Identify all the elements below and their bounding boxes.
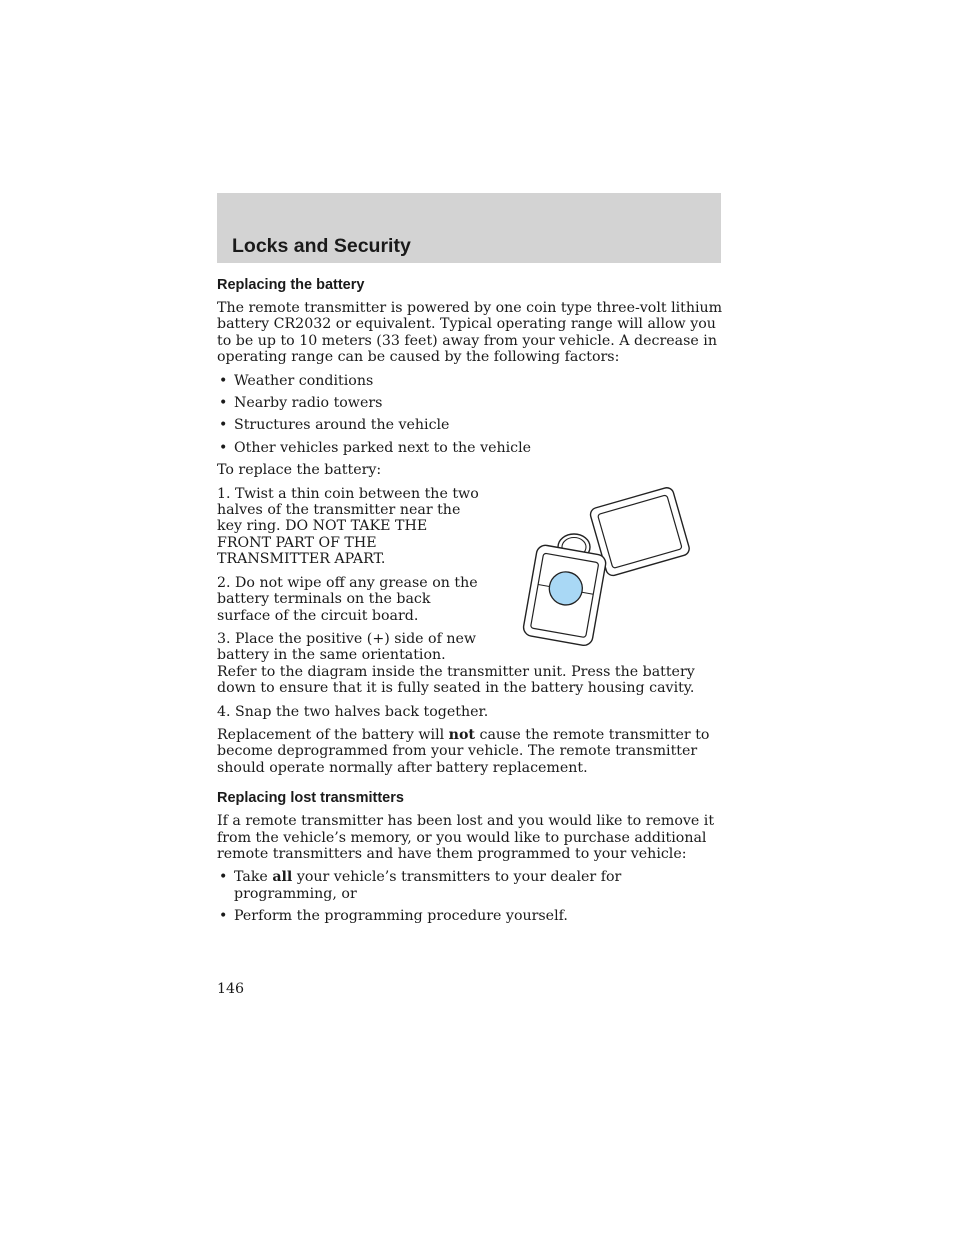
bullet-icon: •: [219, 372, 228, 389]
bullet-icon: •: [219, 417, 228, 434]
list-item: • Weather conditions: [219, 372, 374, 389]
step-3-first: 3. Place the positive (+) side of new battery in the same orientation.: [217, 630, 477, 664]
to-replace-label: To replace the battery:: [217, 462, 382, 479]
transmitter-battery-illustration: [516, 485, 692, 647]
page-number: 146: [217, 981, 245, 997]
programming-options-list: [217, 869, 723, 924]
list-item: • Take all your vehicle’s transmitters to your dealer for programming, or: [219, 869, 622, 902]
emphasis-not: not: [448, 726, 475, 743]
emphasis-all: all: [272, 869, 293, 886]
heading-replacing-battery: Replacing the battery: [217, 277, 365, 293]
bullet-icon: •: [219, 908, 228, 925]
step-3-rest: Refer to the diagram inside the transmitter unit. Press the battery down to ensure that it is fully seated in the battery housing cavity.: [217, 663, 695, 697]
list-item: • Perform the programming procedure yourself.: [219, 908, 568, 925]
bullet-icon: •: [219, 439, 228, 456]
lost-transmitters-intro: If a remote transmitter has been lost and you would like to remove it from the vehicle’s memory, or you would like to purchase additional remote transmitters and have them programmed to your vehicle:: [217, 813, 715, 862]
list-item: • Other vehicles parked next to the vehicle: [219, 439, 532, 456]
range-factors-list: [217, 373, 723, 457]
heading-replacing-lost-transmitters: Replacing lost transmitters: [217, 790, 404, 807]
bullet-icon: •: [219, 395, 228, 412]
step-4: 4. Snap the two halves back together.: [217, 703, 489, 720]
battery-intro: The remote transmitter is powered by one coin type three-volt lithium battery CR2032 or equivalent. Typical operating range will allow you to be up to 10 meters (33 feet) away from your vehicle. A decrease in operating range can be caused by the following factors:: [217, 300, 723, 366]
list-item: • Structures around the vehicle: [219, 417, 450, 434]
step-1: 1. Twist a thin coin between the two halves of the transmitter near the key ring. DO NOT TAKE THE FRONT PART OF THE TRANSMITTER APART.: [217, 485, 479, 568]
bullet-icon: •: [219, 869, 228, 886]
list-item: • Nearby radio towers: [219, 395, 383, 412]
step-2: 2. Do not wipe off any grease on the battery terminals on the back surface of the circuit board.: [217, 574, 478, 624]
battery-note: Replacement of the battery will not cause the remote transmitter to become deprogrammed from your vehicle. The remote transmitter should operate normally after battery replacement.: [217, 726, 710, 776]
page-title: Locks and Security: [232, 235, 411, 257]
section-header-band: [217, 193, 721, 263]
